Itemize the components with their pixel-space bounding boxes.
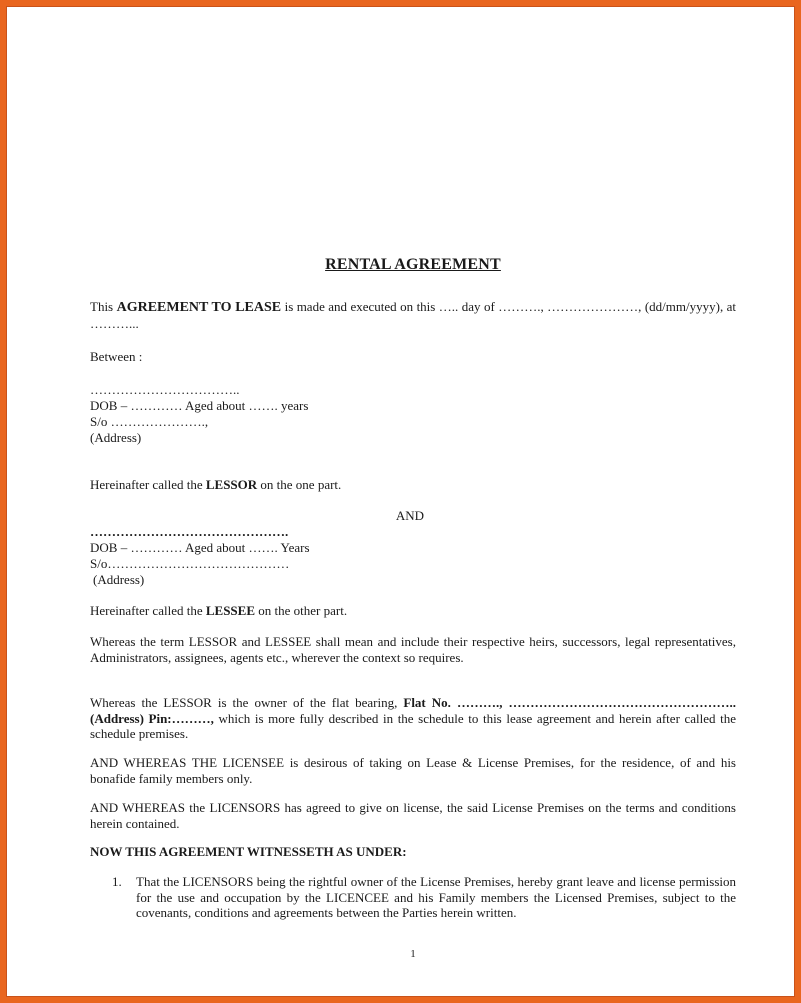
and-separator: AND bbox=[395, 508, 425, 523]
whereas-2-prefix: Whereas the LESSOR is the owner of the flat bearing, bbox=[90, 695, 398, 710]
lessor-prefix: Hereinafter called the bbox=[90, 477, 203, 492]
lessor-dob-line: DOB – ………… Aged about ……. years bbox=[90, 398, 309, 413]
lessor-address-line: (Address) bbox=[90, 430, 142, 445]
lessor-name-line: …………………………….. bbox=[90, 382, 240, 397]
whereas-paragraph-3: AND WHEREAS THE LICENSEE is desirous of taking on Lease & License Premises, for the residence, of and his bonafide family members only. bbox=[90, 755, 736, 786]
witnesseth-heading: NOW THIS AGREEMENT WITNESSETH AS UNDER: bbox=[90, 844, 407, 859]
document-title: RENTAL AGREEMENT bbox=[325, 256, 501, 273]
lessee-prefix: Hereinafter called the bbox=[90, 603, 203, 618]
clause-text: That the LICENSORS being the rightful owner of the License Premises, hereby grant leave and license permission for the use and occupation by the LICENCEE and his Family members the Licensed Premises, subject to the covenants, conditions and agreements between the Parties herein written. bbox=[136, 874, 736, 920]
lessee-so-line: S/o…………………………………… bbox=[90, 556, 290, 571]
intro-paragraph bbox=[90, 299, 736, 331]
lessor-so-line: S/o …………………., bbox=[90, 414, 209, 429]
lessee-dob-line: DOB – ………… Aged about ……. Years bbox=[90, 540, 310, 555]
lessee-address-line: (Address) bbox=[93, 572, 145, 587]
lessor-designation bbox=[90, 477, 736, 493]
lessor-label: LESSOR bbox=[205, 477, 258, 492]
whereas-paragraph-4: AND WHEREAS the LICENSORS has agreed to give on license, the said License Premises on the terms and conditions herein contained. bbox=[90, 800, 736, 831]
document-page bbox=[6, 6, 795, 997]
intro-rest: is made and executed on this ….. day of ………., …………………, (dd/mm/yyyy), at ………... bbox=[90, 299, 737, 331]
whereas-paragraph-1: Whereas the term LESSOR and LESSEE shall mean and include their respective heirs, successors, legal representatives, Administrators, assignees, agents etc., wherever the context so requires. bbox=[90, 634, 736, 665]
lessee-name-line: ………………………………………. bbox=[90, 524, 289, 539]
whereas-2-flat-address: Flat No. ………., ……………………………………………..(Address) Pin:………, bbox=[90, 695, 736, 726]
lessee-suffix: on the other part. bbox=[258, 603, 348, 618]
clause-number: 1. bbox=[112, 874, 122, 889]
whereas-paragraph-2 bbox=[90, 695, 736, 742]
intro-prefix: This bbox=[90, 299, 114, 314]
page-number: 1 bbox=[410, 948, 416, 960]
between-label: Between : bbox=[90, 349, 143, 364]
lessee-designation bbox=[90, 603, 736, 619]
intro-bold: AGREEMENT TO LEASE bbox=[116, 300, 282, 315]
whereas-2-suffix: which is more fully described in the schedule to this lease agreement and herein after called the schedule premises. bbox=[90, 710, 737, 741]
lessor-suffix: on the one part. bbox=[260, 477, 342, 492]
lessee-label: LESSEE bbox=[205, 603, 256, 618]
